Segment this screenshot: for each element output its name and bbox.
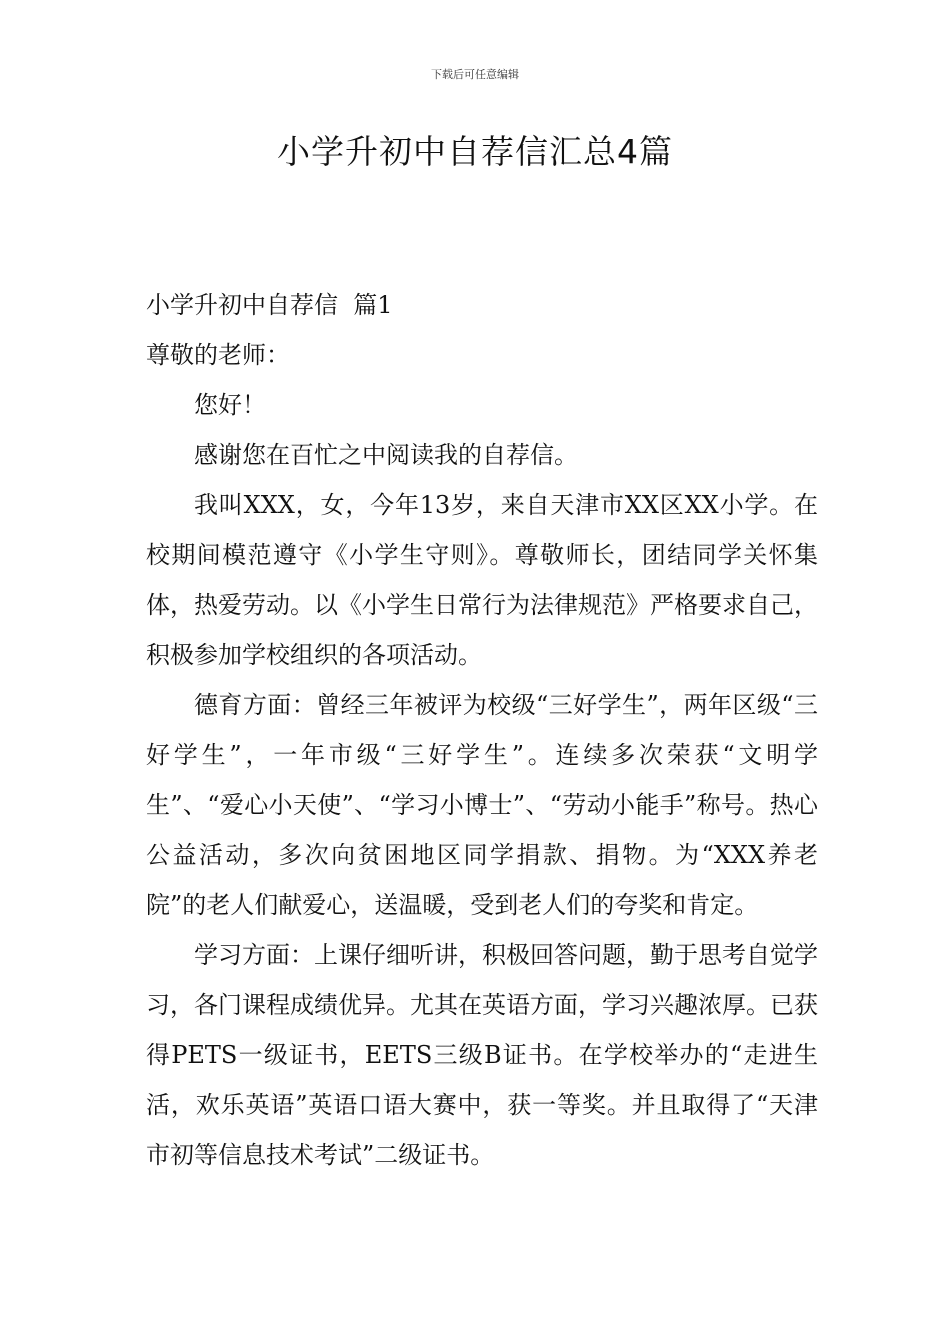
section-heading: 小学升初中自荐信 篇1	[146, 291, 393, 319]
header-note: 下载后可任意编辑	[431, 68, 519, 81]
paragraph-introduction: 我叫XXX，女，今年13岁，来自天津市XX区XX小学。在校期间模范遵守《小学生守则》。尊敬师长，团结同学关怀集体，热爱劳动。以《小学生日常行为法律规范》严格要求自己，积极参加学校组织的各项活动。	[146, 491, 818, 669]
paragraph-thanks: 感谢您在百忙之中阅读我的自荐信。	[194, 441, 578, 469]
paragraph-greeting: 您好！	[194, 391, 266, 419]
document-title: 小学升初中自荐信汇总4篇	[277, 132, 673, 171]
salutation: 尊敬的老师：	[146, 341, 290, 369]
paragraph-study: 学习方面：上课仔细听讲，积极回答问题，勤于思考自觉学习，各门课程成绩优异。尤其在英语方面，学习兴趣浓厚。已获得PETS一级证书，EETS三级B证书。在学校举办的“走进生活，欢乐英语”英语口语大赛中，获一等奖。并且取得了“天津市初等信息技术考试”二级证书。	[146, 941, 818, 1169]
letter-body	[146, 280, 818, 1180]
paragraph-moral-education: 德育方面：曾经三年被评为校级“三好学生”，两年区级“三好学生”，一年市级“三好学生”。连续多次荣获“文明学生”、“爱心小天使”、“学习小博士”、“劳动小能手”称号。热心公益活动，多次向贫困地区同学捐款、捐物。为“XXX养老院”的老人们献爱心，送温暖，受到老人们的夸奖和肯定。	[146, 691, 818, 919]
